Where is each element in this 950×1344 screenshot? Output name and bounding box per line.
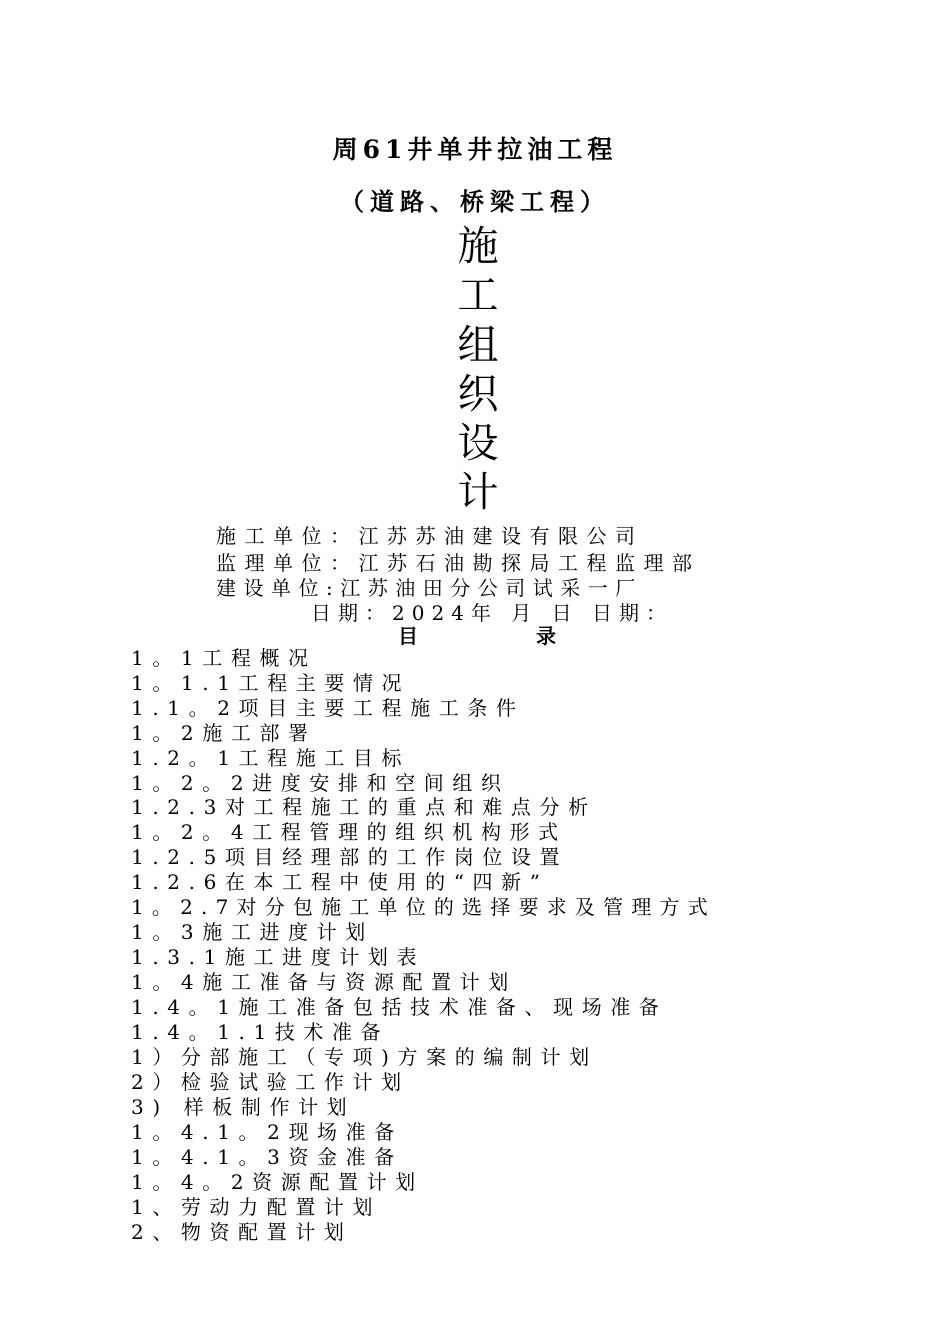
main-title-char: 设 xyxy=(457,419,499,468)
main-title-char: 织 xyxy=(457,369,499,418)
project-title: 周61井单井拉油工程 xyxy=(332,135,618,164)
toc-heading-char: 录 xyxy=(536,624,556,648)
main-title-char: 施 xyxy=(457,222,499,270)
owner-unit: 建设单位:江苏油田分公司试采一厂 xyxy=(216,576,643,600)
toc-item[interactable]: 1。1工程概况 xyxy=(131,646,317,670)
toc-item[interactable]: 1。2.7对分包施工单位的选择要求及管理方式 xyxy=(131,895,716,919)
toc-item[interactable]: 1.4。1施工准备包括技术准备、现场准备 xyxy=(131,995,668,1019)
toc-item[interactable]: 2、物资配置计划 xyxy=(131,1220,353,1244)
toc-item[interactable]: 1。3施工进度计划 xyxy=(131,920,374,944)
main-title-char: 计 xyxy=(457,468,499,517)
toc-item[interactable]: 1。2。2进度安排和空间组织 xyxy=(131,771,510,795)
toc-item[interactable]: 1.4。1.1技术准备 xyxy=(131,1020,390,1044)
toc-item[interactable]: 1.2.3对工程施工的重点和难点分析 xyxy=(131,795,597,819)
toc-item[interactable]: 3) 样板制作计划 xyxy=(131,1095,356,1119)
toc-item[interactable]: 1.1。2项目主要工程施工条件 xyxy=(131,696,525,720)
toc-item[interactable]: 1.2.6在本工程中使用的“四新” xyxy=(131,870,549,894)
toc-item[interactable]: 2）检验试验工作计划 xyxy=(131,1070,410,1094)
toc-item[interactable]: 1）分部施工（专项)方案的编制计划 xyxy=(131,1045,598,1069)
construction-unit: 施工单位：江苏苏油建设有限公司 xyxy=(216,524,644,548)
toc-item[interactable]: 1。1.1工程主要情况 xyxy=(131,671,411,695)
toc-item[interactable]: 1。4施工准备与资源配置计划 xyxy=(131,970,517,994)
toc-item[interactable]: 1.3.1施工进度计划表 xyxy=(131,945,426,969)
project-subtitle: （道路、桥梁工程） xyxy=(340,187,610,216)
toc-item[interactable]: 1。4.1。3资金准备 xyxy=(131,1145,403,1169)
toc-item[interactable]: 1.2.5项目经理部的工作岗位设置 xyxy=(131,845,569,869)
toc-item[interactable]: 1。4.1。2现场准备 xyxy=(131,1120,403,1144)
date-line: 日期：2024年 月 日 日期： xyxy=(311,601,673,625)
main-title-vertical xyxy=(450,222,506,518)
toc-heading xyxy=(398,620,558,649)
toc-item[interactable]: 1。4。2资源配置计划 xyxy=(131,1170,424,1194)
toc-item[interactable]: 1、劳动力配置计划 xyxy=(131,1195,382,1219)
toc-heading-char: 目 xyxy=(398,624,418,648)
supervision-unit: 监理单位：江苏石油勘探局工程监理部 xyxy=(216,551,701,575)
toc-item[interactable]: 1。2施工部署 xyxy=(131,721,317,745)
main-title-char: 工 xyxy=(457,271,499,320)
main-title-char: 组 xyxy=(457,320,499,369)
toc-item[interactable]: 1。2。4工程管理的组织机构形式 xyxy=(131,820,567,844)
toc-item[interactable]: 1.2。1工程施工目标 xyxy=(131,746,411,770)
